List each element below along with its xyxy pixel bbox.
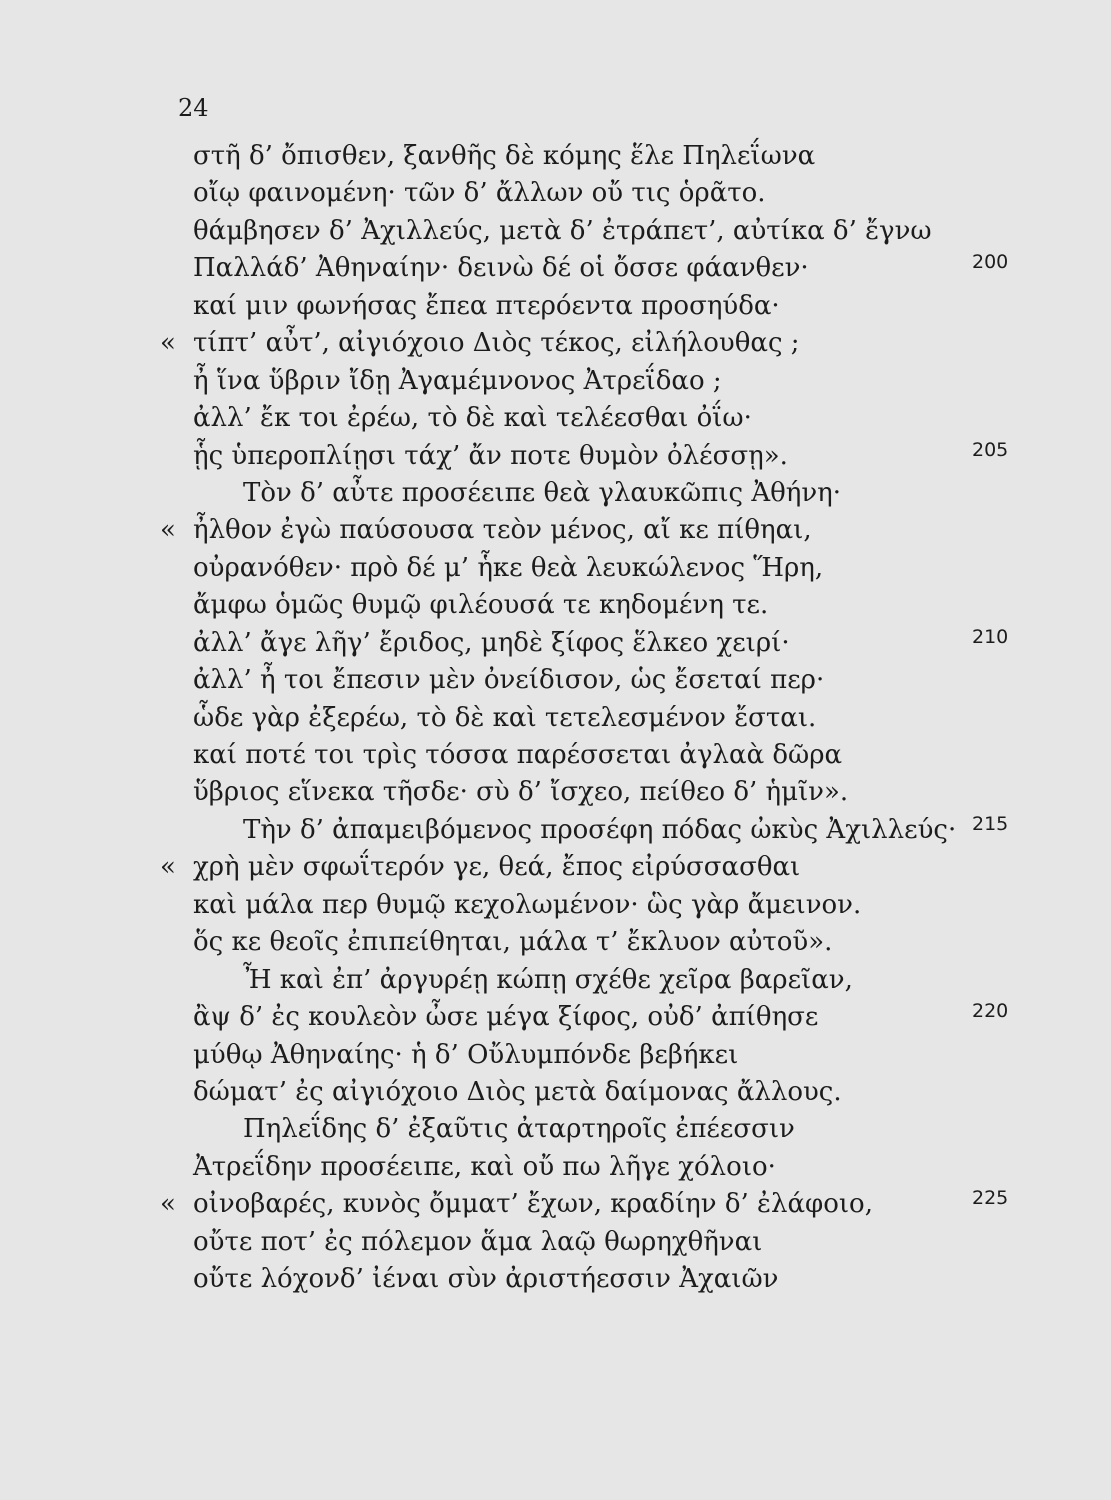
verse-text: Πηλεΐδης δ’ ἐξαῦτις ἀταρτηροῖς ἐπέεσσιν <box>243 1114 795 1145</box>
line-number: 215 <box>972 812 1009 835</box>
verse-line <box>0 625 1111 662</box>
verse-line <box>0 924 1111 961</box>
verse-line <box>0 1074 1111 1111</box>
verse-text: καὶ μάλα περ θυμῷ κεχολωμένον· ὣς γὰρ ἄμεινον. <box>193 889 862 920</box>
verse-text: δώματ’ ἐς αἰγιόχοιο Διὸς μετὰ δαίμονας ἄλλους. <box>193 1076 842 1107</box>
verse-text: Τὴν δ’ ἀπαμειβόμενος προσέφη πόδας ὠκὺς Ἀχιλλεύς· <box>243 814 957 845</box>
verse-text: ἦ ἵνα ὕβριν ἴδῃ Ἀγαμέμνονος Ἀτρεΐδαο ; <box>193 365 722 396</box>
poem-text <box>0 138 1111 1299</box>
opening-quote-mark: « <box>160 515 176 546</box>
verse-line <box>0 1261 1111 1298</box>
verse-line <box>0 587 1111 624</box>
verse-text: Παλλάδ’ Ἀθηναίην· δεινὼ δέ οἱ ὄσσε φάανθεν· <box>193 253 809 284</box>
verse-line <box>0 999 1111 1036</box>
verse-line <box>0 1149 1111 1186</box>
verse-line <box>0 550 1111 587</box>
verse-text: Ἦ καὶ ἐπ’ ἀργυρέῃ κώπῃ σχέθε χεῖρα βαρεῖαν, <box>243 964 853 995</box>
verse-line <box>0 138 1111 175</box>
verse-text: μύθῳ Ἀθηναίης· ἡ δ’ Οὔλυμπόνδε βεβήκει <box>193 1039 739 1070</box>
verse-line <box>0 774 1111 811</box>
verse-line <box>0 887 1111 924</box>
verse-text: ἀλλ’ ἦ τοι ἔπεσιν μὲν ὀνείδισον, ὡς ἔσεταί περ· <box>193 665 825 696</box>
verse-line <box>0 512 1111 549</box>
verse-text: οἴῳ φαινομένη· τῶν δ’ ἄλλων οὔ τις ὁρᾶτο. <box>193 178 766 209</box>
line-number: 220 <box>972 1000 1009 1023</box>
verse-text: ὕβριος εἵνεκα τῆσδε· σὺ δ’ ἴσχεο, πείθεο δ’ ἡμῖν». <box>193 777 849 808</box>
verse-text: ᾗς ὑπεροπλίῃσι τάχ’ ἄν ποτε θυμὸν ὀλέσσῃ». <box>193 440 788 471</box>
verse-line <box>0 1037 1111 1074</box>
verse-text: καί ποτέ τοι τρὶς τόσσα παρέσσεται ἀγλαὰ δῶρα <box>193 740 843 770</box>
verse-line <box>0 213 1111 250</box>
verse-line <box>0 662 1111 699</box>
verse-text: Τὸν δ’ αὖτε προσέειπε θεὰ γλαυκῶπις Ἀθήνη· <box>243 477 841 508</box>
verse-line <box>0 962 1111 999</box>
verse-line <box>0 325 1111 362</box>
verse-line <box>0 175 1111 212</box>
verse-text: οἰνοβαρές, κυνὸς ὄμματ’ ἔχων, κραδίην δ’ ἐλάφοιο, <box>193 1189 873 1220</box>
verse-line <box>0 475 1111 512</box>
verse-line <box>0 438 1111 475</box>
verse-line <box>0 1111 1111 1148</box>
verse-line <box>0 737 1111 774</box>
verse-text: καί μιν φωνήσας ἔπεα πτερόεντα προσηύδα· <box>193 290 780 321</box>
verse-text: ἦλθον ἐγὼ παύσουσα τεὸν μένος, αἴ κε πίθηαι, <box>193 515 812 546</box>
line-number: 225 <box>972 1187 1009 1210</box>
verse-line <box>0 363 1111 400</box>
verse-text: ἂψ δ’ ἐς κουλεὸν ὦσε μέγα ξίφος, οὐδ’ ἀπίθησε <box>193 1002 819 1033</box>
verse-line <box>0 812 1111 849</box>
opening-quote-mark: « <box>160 852 176 883</box>
verse-line <box>0 1224 1111 1261</box>
verse-line <box>0 849 1111 886</box>
verse-text: χρὴ μὲν σφωΐτερόν γε, θεά, ἔπος εἰρύσσασθαι <box>193 852 801 883</box>
verse-text: οὔτε λόχονδ’ ἰέναι σὺν ἀριστήεσσιν Ἀχαιῶν <box>193 1264 779 1295</box>
verse-text: ἄμφω ὁμῶς θυμῷ φιλέουσά τε κηδομένη τε. <box>193 590 769 621</box>
line-number: 210 <box>972 625 1009 648</box>
verse-text: οὐρανόθεν· πρὸ δέ μ’ ἧκε θεὰ λευκώλενος Ἥρη, <box>193 552 824 583</box>
verse-text: οὔτε ποτ’ ἐς πόλεμον ἅμα λαῷ θωρηχθῆναι <box>193 1226 763 1257</box>
verse-text: ἀλλ’ ἔκ τοι ἐρέω, τὸ δὲ καὶ τελέεσθαι ὀΐω· <box>193 403 752 434</box>
verse-line <box>0 1186 1111 1223</box>
verse-line <box>0 288 1111 325</box>
verse-text: τίπτ’ αὖτ’, αἰγιόχοιο Διὸς τέκος, εἰλήλουθας ; <box>193 328 800 359</box>
opening-quote-mark: « <box>160 328 176 359</box>
verse-line <box>0 400 1111 437</box>
verse-text: ἀλλ’ ἄγε λῆγ’ ἔριδος, μηδὲ ξίφος ἕλκεο χειρί· <box>193 627 790 658</box>
page-number: 24 <box>178 94 209 122</box>
line-number: 200 <box>972 251 1009 274</box>
verse-text: Ἀτρεΐδην προσέειπε, καὶ οὔ πω λῆγε χόλοιο· <box>193 1151 776 1182</box>
opening-quote-mark: « <box>160 1189 176 1220</box>
verse-text: θάμβησεν δ’ Ἀχιλλεύς, μετὰ δ’ ἐτράπετ’, αὐτίκα δ’ ἔγνω <box>193 215 932 246</box>
verse-text: στῆ δ’ ὄπισθεν, ξανθῆς δὲ κόμης ἕλε Πηλεΐωνα <box>193 141 816 171</box>
verse-line <box>0 700 1111 737</box>
verse-text: ὧδε γὰρ ἐξερέω, τὸ δὲ καὶ τετελεσμένον ἔσται. <box>193 702 817 733</box>
verse-line <box>0 250 1111 287</box>
verse-text: ὅς κε θεοῖς ἐπιπείθηται, μάλα τ’ ἔκλυον αὐτοῦ». <box>193 927 833 958</box>
line-number: 205 <box>972 438 1009 461</box>
